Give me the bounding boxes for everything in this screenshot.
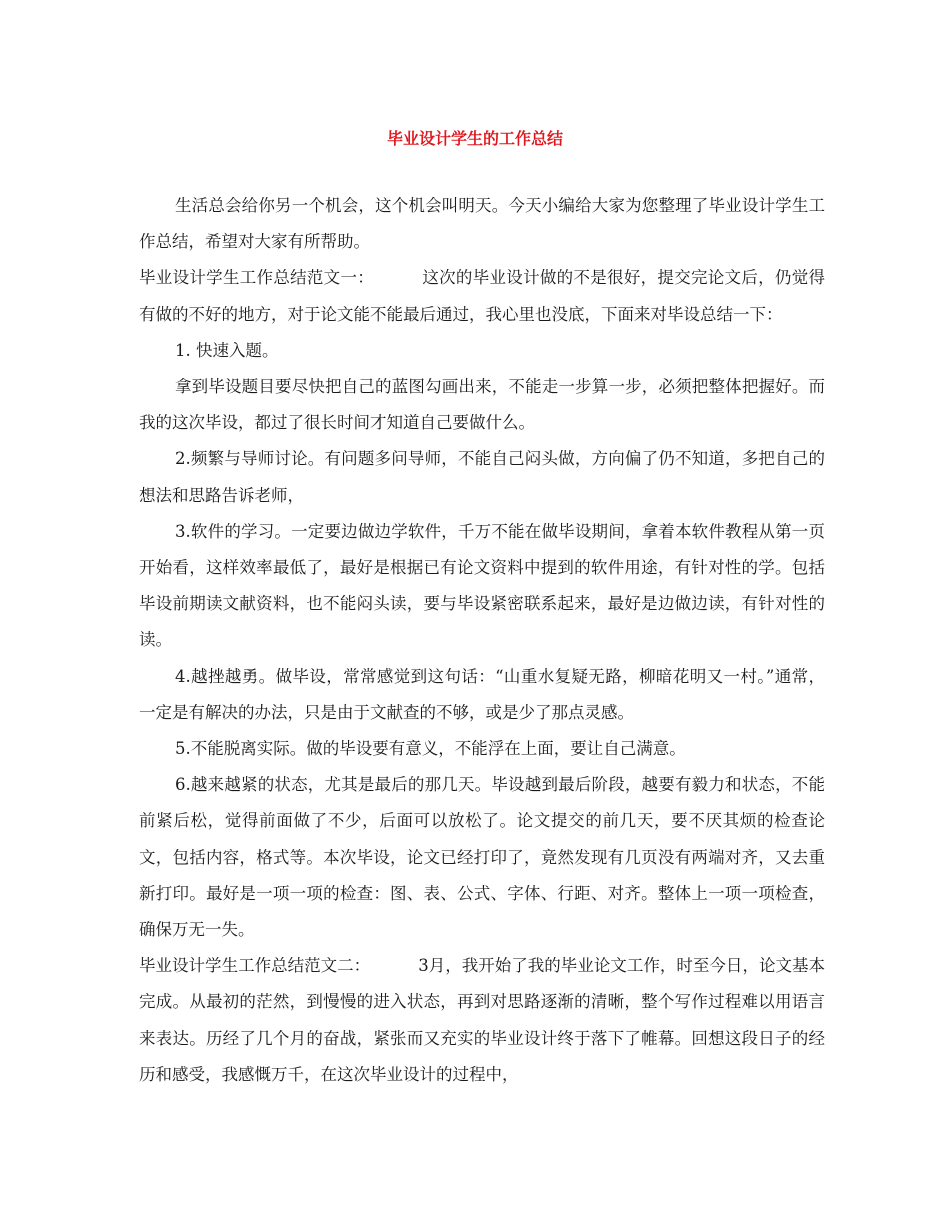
document-body [139, 188, 825, 1093]
list-item: 6.越来越紧的状态，尤其是最后的那几天。毕设越到最后阶段，越要有毅力和状态，不能前紧后松，觉得前面做了不少，后面可以放松了。论文提交的前几天，要不厌其烦的检查论文，包括内容，格式等。本次毕设，论文已经打印了，竟然发现有几页没有两端对齐，又去重新打印。最好是一项一项的检查：图、表、公式、字体、行距、对齐。整体上一项一项检查，确保万无一失。 [139, 775, 825, 940]
list-item: 拿到毕设题目要尽快把自己的蓝图勾画出来，不能走一步算一步，必须把整体把握好。而我的这次毕设，都过了很长时间才知道自己要做什么。 [139, 377, 825, 433]
sample1-heading: 毕业设计学生工作总结范文一： [139, 268, 375, 288]
sample2-heading: 毕业设计学生工作总结范文二： [139, 956, 371, 976]
intro-paragraph: 生活总会给你另一个机会，这个机会叫明天。今天小编给大家为您整理了毕业设计学生工作总结，希望对大家有所帮助。 [139, 196, 825, 252]
sample2-paragraph [139, 948, 825, 1093]
list-item: 3.软件的学习。一定要边做边学软件，千万不能在做毕设期间，拿着本软件教程从第一页开始看，这样效率最低了，最好是根据已有论文资料中提到的软件用途，有针对性的学。包括毕设前期读文献资料，也不能闷头读，要与毕设紧密联系起来，最好是边做边读，有针对性的读。 [139, 521, 825, 650]
sample1-paragraph [139, 260, 825, 332]
sample2-text: 3月，我开始了我的毕业论文工作，时至今日，论文基本完成。从最初的茫然，到慢慢的进入状态，再到对思路逐渐的清晰，整个写作过程难以用语言来表达。历经了几个月的奋战，紧张而又充实的毕业设计终于落下了帷幕。回想这段日子的经历和感受，我感慨万千，在这次毕业设计的过程中， [139, 956, 826, 1084]
list-item: 1. 快速入题。 [175, 340, 279, 360]
list-item: 2.频繁与导师讨论。有问题多问导师，不能自己闷头做，方向偏了仍不知道，多把自己的想法和思路告诉老师， [139, 449, 825, 505]
sample1-text: 这次的毕业设计做的不是很好，提交完论文后，仍觉得有做的不好的地方，对于论文能不能最后通过，我心里也没底，下面来对毕设总结一下： [139, 268, 826, 324]
list-item: 4.越挫越勇。做毕设，常常感觉到这句话：“山重水复疑无路，柳暗花明又一村。”通常，一定是有解决的办法，只是由于文献查的不够，或是少了那点灵感。 [139, 666, 825, 722]
document-title: 毕业设计学生的工作总结 [386, 129, 563, 148]
list-item: 5.不能脱离实际。做的毕设要有意义，不能浮在上面，要让自己满意。 [175, 739, 686, 759]
